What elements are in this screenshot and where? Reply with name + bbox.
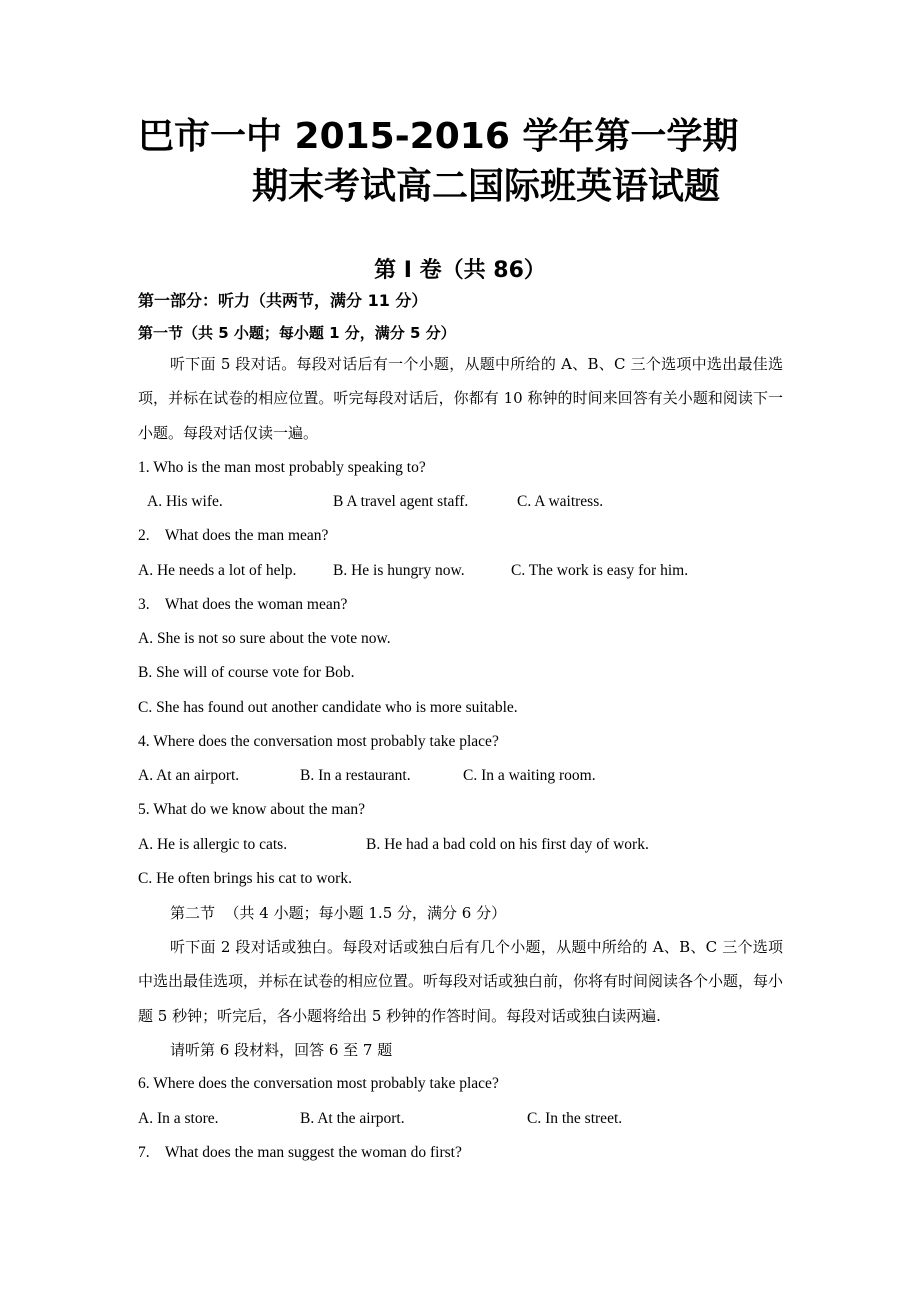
subsection1-heading: 第一节（共 5 小题；每小题 1 分，满分 5 分）: [138, 324, 456, 342]
instructions-paragraph-1: 听下面 5 段对话。每段对话后有一个小题，从题中所给的 A、B、C 三个选项中选出最佳选项，并标在试卷的相应位置。听完每段对话后，你都有 10 称钟的时间来回答有关小题和阅读下一小题。每段对话仅读一遍。: [138, 355, 783, 442]
material-6-note: 请听第 6 段材料，回答 6 至 7 题: [170, 1041, 393, 1059]
question-5-option-b: B. He had a bad cold on his first day of work.: [366, 836, 649, 853]
exam-title-line2: 期末考试高二国际班英语试题: [252, 166, 721, 207]
question-3-option-c: C. She has found out another candidate who is more suitable.: [138, 699, 518, 716]
question-3-stem: 3. What does the woman mean?: [138, 596, 348, 613]
question-6-option-c: C. In the street.: [527, 1110, 623, 1127]
instructions-paragraph-2: 听下面 2 段对话或独白。每段对话或独白后有几个小题，从题中所给的 A、B、C 三个选项中选出最佳选项，并标在试卷的相应位置。听每段对话或独白前，你将有时间阅读各个小题，每小题 5 秒钟；听完后，各小题将给出 5 秒钟的作答时间。每段对话或独白读两遍.: [138, 938, 784, 1025]
section-title: 第 I 卷（共 86）: [374, 258, 546, 283]
part1-heading: 第一部分：听力（共两节，满分 11 分）: [138, 291, 428, 310]
question-6-option-a: A. In a store.: [138, 1110, 219, 1127]
question-2-option-b: B. He is hungry now.: [333, 562, 465, 579]
question-1-option-a: A. His wife.: [147, 493, 223, 510]
question-1-stem: 1. Who is the man most probably speaking to?: [138, 459, 426, 476]
question-6-stem: 6. Where does the conversation most probably take place?: [138, 1075, 499, 1092]
question-4-option-c: C. In a waiting room.: [463, 767, 596, 784]
question-7-stem: 7. What does the man suggest the woman do first?: [138, 1144, 462, 1161]
question-5-option-a: A. He is allergic to cats.: [138, 836, 288, 853]
question-3-option-a: A. She is not so sure about the vote now.: [138, 630, 391, 647]
question-3-option-b: B. She will of course vote for Bob.: [138, 664, 355, 681]
question-5-option-c: C. He often brings his cat to work.: [138, 870, 352, 887]
subsection2-heading: 第二节 （共 4 小题；每小题 1.5 分，满分 6 分）: [170, 904, 507, 922]
question-4-option-b: B. In a restaurant.: [300, 767, 411, 784]
question-2-stem: 2. What does the man mean?: [138, 527, 329, 544]
question-1-option-b: B A travel agent staff.: [333, 493, 469, 510]
question-1-option-c: C. A waitress.: [517, 493, 604, 510]
question-5-stem: 5. What do we know about the man?: [138, 801, 365, 818]
question-2-option-a: A. He needs a lot of help.: [138, 562, 297, 579]
question-4-stem: 4. Where does the conversation most probably take place?: [138, 733, 499, 750]
exam-title-line1: 巴市一中 2015-2016 学年第一学期: [138, 116, 739, 157]
question-6-option-b: B. At the airport.: [300, 1110, 405, 1127]
question-2-option-c: C. The work is easy for him.: [511, 562, 689, 579]
question-4-option-a: A. At an airport.: [138, 767, 240, 784]
